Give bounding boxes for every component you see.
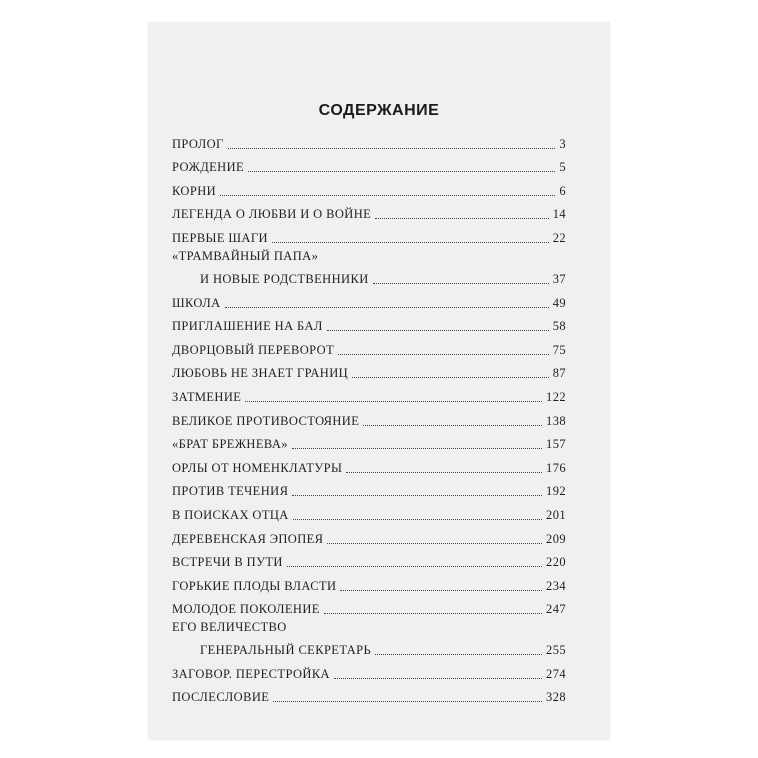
toc-page-number: 176 bbox=[546, 460, 566, 475]
toc-entry-label: ЛЕГЕНДА О ЛЮБВИ И О ВОЙНЕ bbox=[172, 207, 372, 222]
dot-leader bbox=[272, 242, 549, 243]
dot-leader bbox=[225, 307, 549, 308]
toc-page-number: 122 bbox=[546, 389, 566, 404]
dot-leader bbox=[340, 590, 542, 591]
dot-leader bbox=[287, 566, 542, 567]
dot-leader bbox=[228, 148, 556, 149]
toc-entry bbox=[172, 617, 566, 658]
toc-page-number: 5 bbox=[559, 160, 566, 175]
toc-entry bbox=[172, 175, 566, 199]
toc-entry bbox=[172, 334, 566, 358]
toc-entry bbox=[172, 287, 566, 311]
toc-entry-label: ОРЛЫ ОТ НОМЕНКЛАТУРЫ bbox=[172, 460, 343, 475]
toc-entry bbox=[172, 682, 566, 706]
toc-entry-label: ДЕРЕВЕНСКАЯ ЭПОПЕЯ bbox=[172, 531, 324, 546]
toc-page-number: 6 bbox=[559, 183, 566, 198]
toc-entry bbox=[172, 594, 566, 618]
toc-entry-label: ПРИГЛАШЕНИЕ НА БАЛ bbox=[172, 319, 323, 334]
toc-entry bbox=[172, 199, 566, 223]
toc-entry bbox=[172, 246, 566, 287]
toc-entry-label: ПРОТИВ ТЕЧЕНИЯ bbox=[172, 484, 289, 499]
toc-page-number: 274 bbox=[546, 666, 566, 681]
toc-page-number: 87 bbox=[552, 366, 566, 381]
toc-page-number: 220 bbox=[546, 555, 566, 570]
toc-entry bbox=[172, 547, 566, 571]
table-of-contents bbox=[172, 128, 566, 705]
dot-leader bbox=[363, 425, 542, 426]
toc-entry-label: ЗАТМЕНИЕ bbox=[172, 389, 242, 404]
dot-leader bbox=[220, 195, 555, 196]
toc-entry-label: ПРОЛОГ bbox=[172, 136, 224, 151]
toc-entry-label: ЗАГОВОР. ПЕРЕСТРОЙКА bbox=[172, 666, 330, 681]
dot-leader bbox=[327, 330, 549, 331]
toc-page-number: 192 bbox=[546, 484, 566, 499]
dot-leader bbox=[375, 654, 542, 655]
toc-page-number: 247 bbox=[546, 602, 566, 617]
toc-entry-label: ШКОЛА bbox=[172, 295, 221, 310]
toc-entry-label: «ТРАМВАЙНЫЙ ПАПА» bbox=[172, 248, 319, 263]
toc-page-number: 37 bbox=[552, 271, 566, 286]
toc-page-number: 75 bbox=[552, 342, 566, 357]
toc-entry bbox=[172, 499, 566, 523]
dot-leader bbox=[273, 701, 542, 702]
toc-entry-label: ПЕРВЫЕ ШАГИ bbox=[172, 230, 268, 245]
toc-entry bbox=[172, 476, 566, 500]
toc-entry-label: ЛЮБОВЬ НЕ ЗНАЕТ ГРАНИЦ bbox=[172, 366, 349, 381]
toc-entry bbox=[172, 152, 566, 176]
dot-leader bbox=[375, 218, 549, 219]
toc-page-number: 22 bbox=[552, 230, 566, 245]
toc-entry-label-continued: И НОВЫЕ РОДСТВЕННИКИ bbox=[200, 271, 369, 286]
toc-page-number: 157 bbox=[546, 437, 566, 452]
dot-leader bbox=[346, 472, 542, 473]
toc-entry-label: КОРНИ bbox=[172, 183, 217, 198]
toc-entry bbox=[172, 381, 566, 405]
dot-leader bbox=[324, 613, 542, 614]
toc-entry-label: ВСТРЕЧИ В ПУТИ bbox=[172, 555, 283, 570]
dot-leader bbox=[292, 495, 542, 496]
contents-title: СОДЕРЖАНИЕ bbox=[318, 102, 440, 119]
dot-leader bbox=[248, 171, 555, 172]
toc-entry bbox=[172, 222, 566, 246]
dot-leader bbox=[334, 678, 542, 679]
toc-entry bbox=[172, 429, 566, 453]
toc-entry-label: В ПОИСКАХ ОТЦА bbox=[172, 507, 289, 522]
dot-leader bbox=[292, 448, 542, 449]
toc-entry-label: «БРАТ БРЕЖНЕВА» bbox=[172, 437, 288, 452]
dot-leader bbox=[293, 519, 542, 520]
toc-entry bbox=[172, 452, 566, 476]
dot-leader bbox=[352, 377, 549, 378]
toc-page-number: 138 bbox=[546, 413, 566, 428]
toc-entry bbox=[172, 128, 566, 152]
dot-leader bbox=[338, 354, 549, 355]
toc-entry bbox=[172, 523, 566, 547]
toc-entry-label: ПОСЛЕСЛОВИЕ bbox=[172, 690, 270, 705]
toc-entry-label: ВЕЛИКОЕ ПРОТИВОСТОЯНИЕ bbox=[172, 413, 360, 428]
toc-entry-label-continued: ГЕНЕРАЛЬНЫЙ СЕКРЕТАРЬ bbox=[200, 643, 372, 658]
toc-entry bbox=[172, 570, 566, 594]
toc-entry bbox=[172, 405, 566, 429]
toc-entry bbox=[172, 358, 566, 382]
toc-entry bbox=[172, 311, 566, 335]
toc-page-number: 209 bbox=[546, 531, 566, 546]
toc-page-number: 14 bbox=[552, 207, 566, 222]
dot-leader bbox=[245, 401, 542, 402]
toc-page-number: 201 bbox=[546, 507, 566, 522]
dot-leader bbox=[327, 543, 542, 544]
toc-entry-label: МОЛОДОЕ ПОКОЛЕНИЕ bbox=[172, 602, 320, 617]
toc-page-number: 3 bbox=[559, 136, 566, 151]
toc-page-number: 255 bbox=[546, 643, 566, 658]
toc-page-number: 234 bbox=[546, 578, 566, 593]
toc-page-number: 58 bbox=[552, 319, 566, 334]
toc-page-number: 49 bbox=[552, 295, 566, 310]
dot-leader bbox=[373, 283, 549, 284]
toc-entry-label: РОЖДЕНИЕ bbox=[172, 160, 245, 175]
toc-page-number: 328 bbox=[546, 690, 566, 705]
toc-entry bbox=[172, 658, 566, 682]
toc-entry-label: ЕГО ВЕЛИЧЕСТВО bbox=[172, 620, 287, 635]
toc-entry-label: ГОРЬКИЕ ПЛОДЫ ВЛАСТИ bbox=[172, 578, 337, 593]
toc-entry-label: ДВОРЦОВЫЙ ПЕРЕВОРОТ bbox=[172, 342, 335, 357]
